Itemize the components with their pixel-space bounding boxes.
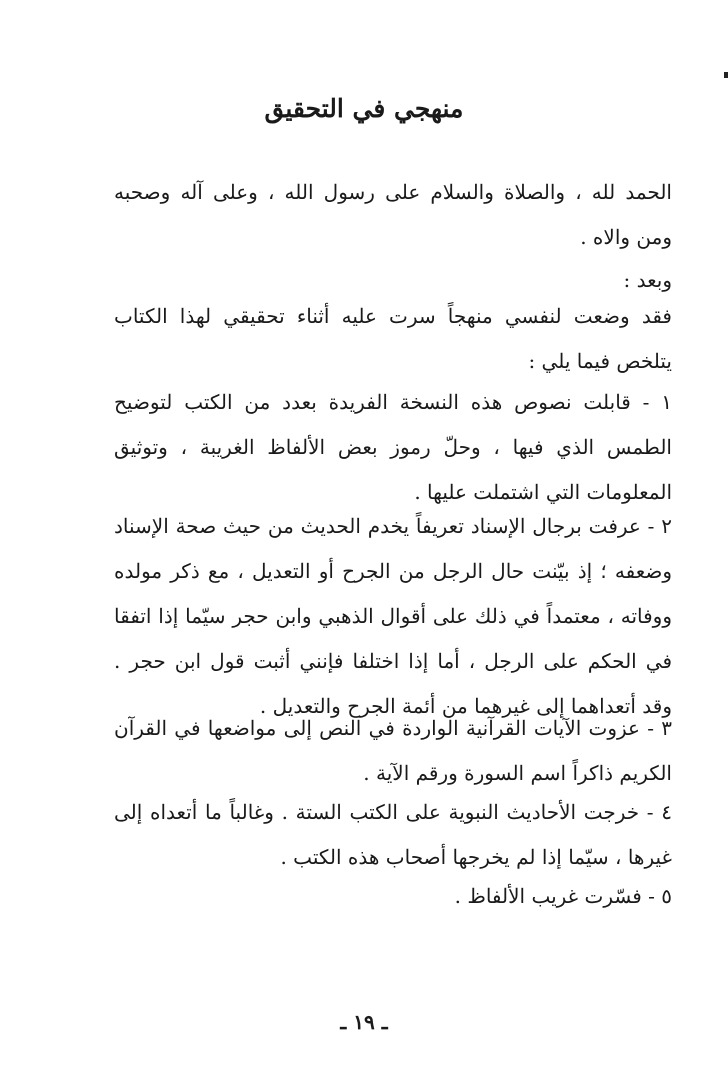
intro-paragraph: الحمد لله ، والصلاة والسلام على رسول الله ، وعلى آله وصحبه ومن والاه . (114, 180, 672, 249)
page-title: منهجي في التحقيق (264, 94, 464, 123)
method-item-2: ٢ - عرفت برجال الإسناد تعريفاً يخدم الحديث من حيث صحة الإسناد وضعفه ؛ إذ بيّنت حال الرجل من الجرح أو التعديل ، مع ذكر مولده ووفاته ، معتمداً في ذلك على أقوال الذهبي وابن حجر سيّما إذا اتفقا في الحكم على الرجل ، أما إذا اختلفا فإنني أثبت قول ابن حجر . وقد أتعداهما إلى غيرهما من أئمة الجرح والتعديل . (114, 514, 672, 718)
transition-paragraph: وبعد : (623, 268, 672, 292)
method-item-4: ٤ - خرجت الأحاديث النبوية على الكتب الستة . وغالباً ما أتعداه إلى غيرها ، سيّما إذا لم يخرجها أصحاب هذه الكتب . (114, 800, 672, 869)
method-paragraph: فقد وضعت لنفسي منهجاً سرت عليه أثناء تحقيقي لهذا الكتاب يتلخص فيما يلي : (114, 304, 672, 373)
method-item-3: ٣ - عزوت الآيات القرآنية الواردة في النص إلى مواضعها في القرآن الكريم ذاكراً اسم السورة ورقم الآية . (114, 716, 672, 785)
page-edge-mark (724, 72, 728, 78)
method-item-5: ٥ - فسّرت غريب الألفاظ . (454, 884, 672, 908)
page-number: ـ ١٩ ـ (340, 1010, 388, 1034)
method-item-1: ١ - قابلت نصوص هذه النسخة الفريدة بعدد من الكتب لتوضيح الطمس الذي فيها ، وحلّ رموز بعض الألفاظ الغريبة ، وتوثيق المعلومات التي اشتملت عليها . (114, 390, 672, 504)
